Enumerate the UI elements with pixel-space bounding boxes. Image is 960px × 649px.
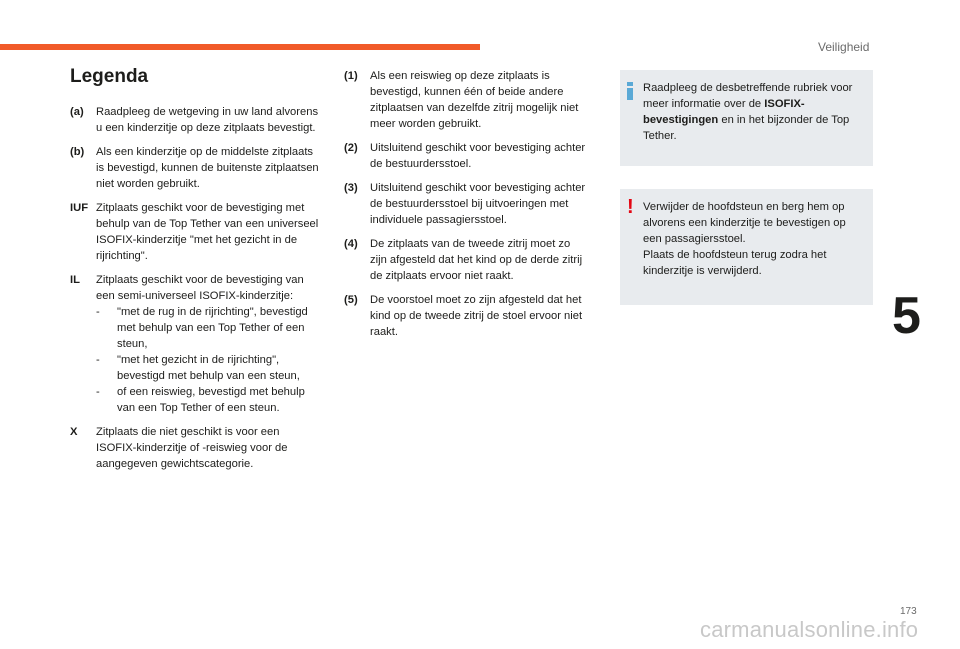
legend-text: Zitplaats geschikt voor de bevestiging van een semi-universeel ISOFIX-kinderzitje: <box>96 274 304 302</box>
legend-text: Zitplaats geschikt voor de bevestiging met behulp van de Top Tether van een universeel ISOFIX-kinderzitje "met het gezicht in de rijrichting". <box>96 202 319 262</box>
note-key: (2) <box>344 142 358 154</box>
legend-key: (b) <box>70 146 85 158</box>
header-accent-bar <box>0 44 480 50</box>
list-item <box>96 352 320 384</box>
note-3 <box>344 180 590 228</box>
note-key: (5) <box>344 294 358 306</box>
list-item-text: of een reiswieg, bevestigd met behulp van een Top Tether of een steun. <box>117 386 305 414</box>
legend-section <box>70 66 320 480</box>
legend-key: X <box>70 426 78 438</box>
list-dash: - <box>96 386 100 398</box>
legend-entry-il <box>70 272 320 416</box>
note-4 <box>344 236 590 284</box>
note-key: (4) <box>344 238 358 250</box>
note-key: (1) <box>344 70 358 82</box>
section-title: Veiligheid <box>818 40 870 54</box>
warning-text-2: Plaats de hoofdsteun terug zodra het kinderzitje is verwijderd. <box>643 249 827 277</box>
note-key: (3) <box>344 182 358 194</box>
legend-text: Raadpleeg de wetgeving in uw land alvorens u een kinderzitje op deze zitplaats bevestigt. <box>96 106 319 134</box>
list-item-text: "met de rug in de rijrichting", bevestigd met behulp van een Top Tether of een steun, <box>117 306 308 350</box>
warning-box <box>620 189 873 305</box>
list-dash: - <box>96 354 100 366</box>
list-item <box>96 304 320 352</box>
note-text: Als een reiswieg op deze zitplaats is bevestigd, kunnen één of beide andere zitplaatsen van dezelfde zitrij mogelijk niet meer worden gebruikt. <box>370 70 579 130</box>
info-text-after: en in het bijzonder de Top Tether. <box>643 114 850 142</box>
note-5 <box>344 292 590 340</box>
legend-text: Zitplaats die niet geschikt is voor een ISOFIX-kinderzitje of -reiswieg voor de aangegeven gewichtscategorie. <box>96 426 288 470</box>
list-item <box>96 384 320 416</box>
list-dash: - <box>96 306 100 318</box>
note-text: De voorstoel moet zo zijn afgesteld dat het kind op de tweede zitrij de stoel ervoor niet raakt. <box>370 294 583 338</box>
legend-heading: Legenda <box>70 66 149 87</box>
info-box <box>620 70 873 166</box>
legend-key: IUF <box>70 202 89 214</box>
legend-entry-a <box>70 104 320 136</box>
info-text-bold: ISOFIX-bevestigingen <box>643 98 805 126</box>
warning-icon: ! <box>627 196 634 218</box>
legend-text: Als een kinderzitje op de middelste zitplaats is bevestigd, kunnen de buitenste zitplaatsen niet worden gebruikt. <box>96 146 319 190</box>
list-item-text: "met het gezicht in de rijrichting", bevestigd met behulp van een steun, <box>117 354 300 382</box>
note-1 <box>344 68 590 132</box>
note-2 <box>344 140 590 172</box>
legend-entry-b <box>70 144 320 192</box>
page-number: 173 <box>900 606 917 617</box>
warning-text-1: Verwijder de hoofdsteun en berg hem op alvorens een kinderzitje te bevestigen op een passagiersstoel. <box>643 201 846 245</box>
legend-entry-iuf <box>70 200 320 264</box>
notes-section <box>344 68 590 348</box>
legend-entry-x <box>70 424 320 472</box>
legend-key: IL <box>70 274 80 286</box>
watermark: carmanualsonline.info <box>700 617 919 642</box>
note-text: Uitsluitend geschikt voor bevestiging achter de bestuurdersstoel bij uitvoeringen met individuele passagiersstoel. <box>370 182 586 226</box>
chapter-number: 5 <box>892 287 921 345</box>
info-text-before: Raadpleeg de desbetreffende rubriek voor meer informatie over de <box>643 82 853 110</box>
note-text: De zitplaats van de tweede zitrij moet zo zijn afgesteld dat het kind op de derde zitrij de zitplaats ervoor niet raakt. <box>370 238 583 282</box>
info-icon <box>627 82 633 100</box>
note-text: Uitsluitend geschikt voor bevestiging achter de bestuurdersstoel. <box>370 142 586 170</box>
legend-key: (a) <box>70 106 84 118</box>
